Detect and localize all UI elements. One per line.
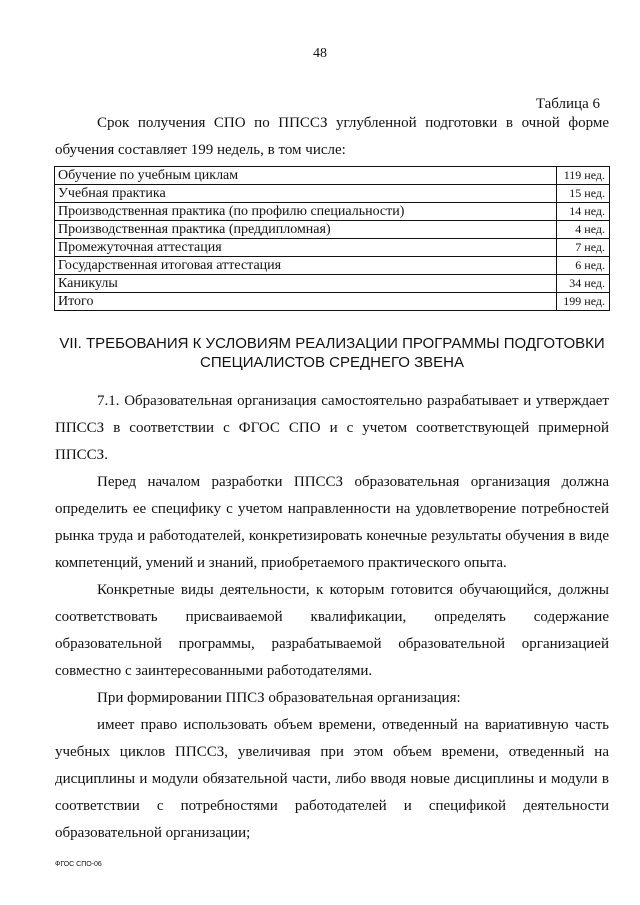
row-label: Обучение по учебным циклам <box>55 167 557 185</box>
row-value: 119 нед. <box>557 167 610 185</box>
row-value: 15 нед. <box>557 185 610 203</box>
row-label: Производственная практика (по профилю специальности) <box>55 203 557 221</box>
row-label: Промежуточная аттестация <box>55 239 557 257</box>
table-row <box>55 275 610 293</box>
row-value: 199 нед. <box>557 293 610 311</box>
paragraph: Перед началом разработки ППССЗ образовательная организация должна определить ее специфику с учетом направленности на удовлетворение потребностей рынка труда и работодателей, конкретизировать конечные результаты обучения в виде компетенций, умений и знаний, приобретаемого практического опыта. <box>55 474 609 571</box>
table-caption: Таблица 6 <box>535 96 600 112</box>
table-row <box>55 167 610 185</box>
row-value: 4 нед. <box>557 221 610 239</box>
paragraph: Конкретные виды деятельности, к которым готовится обучающийся, должны соответствовать присваиваемой квалификации, определять содержание образовательной программы, разрабатываемой образовательной организацией совместно с заинтересованными работодателями. <box>55 582 609 679</box>
section-heading <box>55 334 609 372</box>
paragraph: 7.1. Образовательная организация самостоятельно разрабатывает и утверждает ППССЗ в соответствии с ФГОС СПО и с учетом соответствующей примерной ППССЗ. <box>55 393 609 463</box>
row-value: 14 нед. <box>557 203 610 221</box>
paragraph: имеет право использовать объем времени, отведенный на вариативную часть учебных циклов ППССЗ, увеличивая при этом объем времени, отведенный на дисциплины и модули обязательной части, либо вводя новые дисциплины и модули в соответствии с потребностями работодателей и спецификой деятельности образовательной организации; <box>55 717 609 841</box>
section-body <box>55 388 609 847</box>
row-value: 34 нед. <box>557 275 610 293</box>
study-terms-table <box>54 166 610 311</box>
row-label: Учебная практика <box>55 185 557 203</box>
table-row <box>55 203 610 221</box>
table-row <box>55 257 610 275</box>
row-label: Государственная итоговая аттестация <box>55 257 557 275</box>
table-row <box>55 221 610 239</box>
row-value: 7 нед. <box>557 239 610 257</box>
intro-paragraph: Срок получения СПО по ППССЗ углубленной подготовки в очной форме обучения составляет 199 недель, в том числе: <box>55 115 609 158</box>
section-heading-line: СПЕЦИАЛИСТОВ СРЕДНЕГО ЗВЕНА <box>200 354 464 371</box>
table-row <box>55 239 610 257</box>
document-code: ФГОС СПО-06 <box>55 861 102 868</box>
table-row-total <box>55 293 610 311</box>
section-heading-line: VII. ТРЕБОВАНИЯ К УСЛОВИЯМ РЕАЛИЗАЦИИ ПРОГРАММЫ ПОДГОТОВКИ <box>59 335 605 352</box>
row-label: Производственная практика (преддипломная) <box>55 221 557 239</box>
table-row <box>55 185 610 203</box>
row-label: Каникулы <box>55 275 557 293</box>
row-value: 6 нед. <box>557 257 610 275</box>
page-number: 48 <box>313 46 327 61</box>
paragraph: При формировании ППСЗ образовательная организация: <box>97 690 461 706</box>
row-label: Итого <box>55 293 557 311</box>
